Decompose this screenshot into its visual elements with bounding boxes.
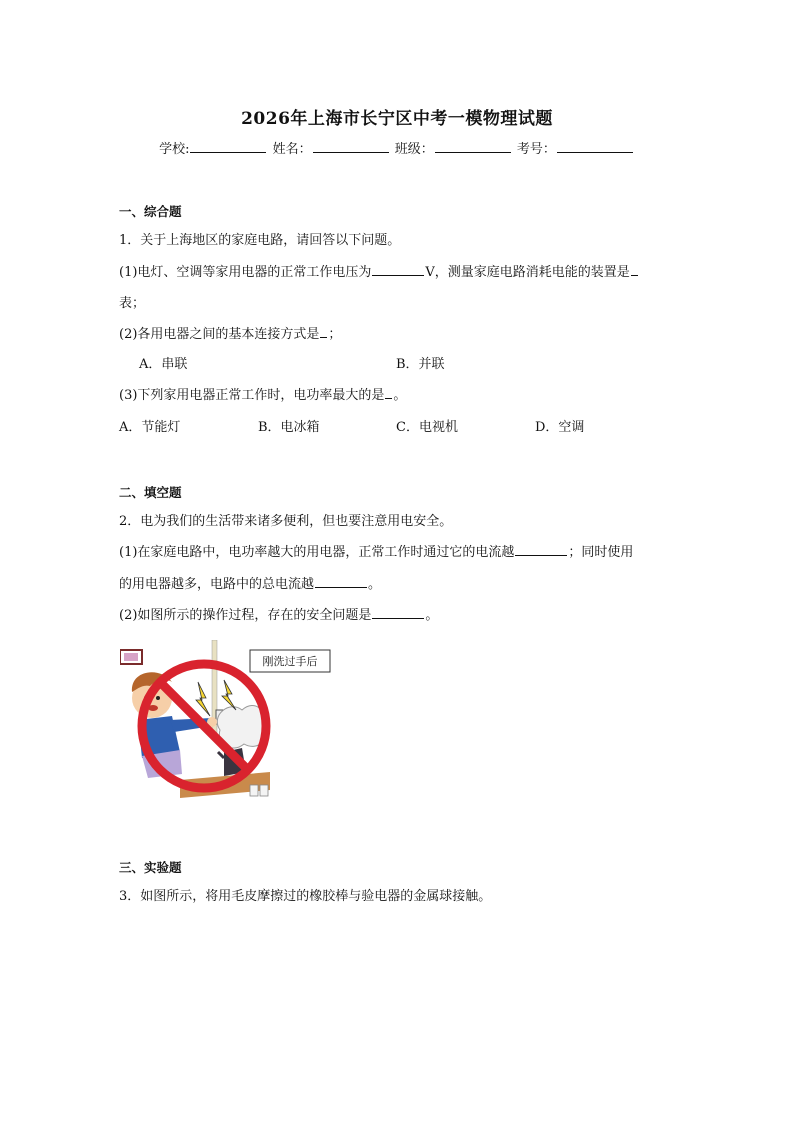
exam-no-blank[interactable] (557, 140, 633, 153)
name-label: 姓名： (272, 142, 312, 157)
q1-p1-text-c: 表； (119, 296, 146, 311)
spark-1 (196, 682, 210, 716)
spark-2 (222, 680, 236, 710)
section-heading-2: 二、填空题 (119, 485, 182, 500)
q1-p1-text-b: V，测量家庭电路消耗电能的装置是 (425, 265, 630, 280)
school-label: 学校: (159, 142, 190, 157)
q2-p1-text-a: (1)在家庭电路中，电功率越大的用电器，正常工作时通过它的电流越 (119, 545, 515, 560)
class-blank[interactable] (435, 140, 511, 153)
school-blank[interactable] (190, 140, 266, 153)
q1-p3-option-a: A．节能灯 (119, 420, 181, 435)
q1-p2-option-a: A．串联 (139, 357, 188, 372)
q2-current-blank[interactable] (515, 544, 567, 556)
safety-illustration-svg (120, 640, 336, 800)
q2-part1-line (119, 541, 633, 560)
exam-no-label: 考号： (516, 142, 556, 157)
kettle-spout (218, 752, 224, 758)
q2-total-current-blank[interactable] (315, 576, 367, 588)
q1-p3-end: 。 (393, 388, 407, 403)
safety-illustration (120, 640, 336, 800)
q3-stem: 3．如图所示，将用毛皮摩擦过的橡胶棒与验电器的金属球接触。 (119, 889, 492, 904)
name-blank[interactable] (313, 140, 389, 153)
q1-p2-option-b: B．并联 (396, 357, 445, 372)
q2-p1-text-b: ；同时使用 (568, 545, 634, 560)
section-heading-3: 三、实验题 (119, 860, 182, 875)
q1-part2-line (119, 323, 341, 342)
q1-p3-option-d: D．空调 (535, 420, 585, 435)
q2-part1-line2 (119, 573, 381, 592)
q2-stem: 2．电为我们的生活带来诸多便利，但也要注意用电安全。 (119, 514, 453, 529)
q1-p2-end: ； (328, 327, 342, 342)
q1-meter-blank[interactable] (631, 264, 638, 276)
q2-part2-line (119, 604, 438, 623)
q2-p2-end: 。 (425, 608, 439, 623)
figure-caption: 刚洗过手后 (262, 655, 318, 668)
q1-part3-line (119, 384, 406, 403)
q1-p3-option-c: C．电视机 (396, 420, 458, 435)
q2-p1-text-d: 。 (368, 577, 382, 592)
class-label: 班级： (394, 142, 434, 157)
q2-p1-text-c: 的用电器越多，电路中的总电流越 (119, 577, 315, 592)
q1-voltage-blank[interactable] (372, 264, 424, 276)
cup-1 (250, 785, 258, 796)
q1-power-blank[interactable] (385, 387, 392, 399)
q2-safety-blank[interactable] (372, 607, 424, 619)
section-heading-1: 一、综合题 (119, 204, 182, 219)
q1-stem: 1．关于上海地区的家庭电路，请回答以下问题。 (119, 233, 401, 248)
page-title: 2026年上海市长宁区中考一模物理试题 (241, 109, 553, 129)
q1-p2-text: (2)各用电器之间的基本连接方式是 (119, 327, 320, 342)
q1-part1-line (119, 261, 639, 280)
q1-p3-text: (3)下列家用电器正常工作时，电功率最大的是 (119, 388, 385, 403)
boy-eye-right (156, 696, 160, 700)
q1-connection-blank[interactable] (320, 326, 327, 338)
wall-picture-fill (124, 653, 138, 661)
q2-p2-text: (2)如图所示的操作过程，存在的安全问题是 (119, 608, 372, 623)
q1-p3-option-b: B．电冰箱 (258, 420, 320, 435)
cup-2 (260, 785, 268, 796)
q1-p1-text-a: (1)电灯、空调等家用电器的正常工作电压为 (119, 265, 372, 280)
student-info-row (0, 138, 794, 157)
